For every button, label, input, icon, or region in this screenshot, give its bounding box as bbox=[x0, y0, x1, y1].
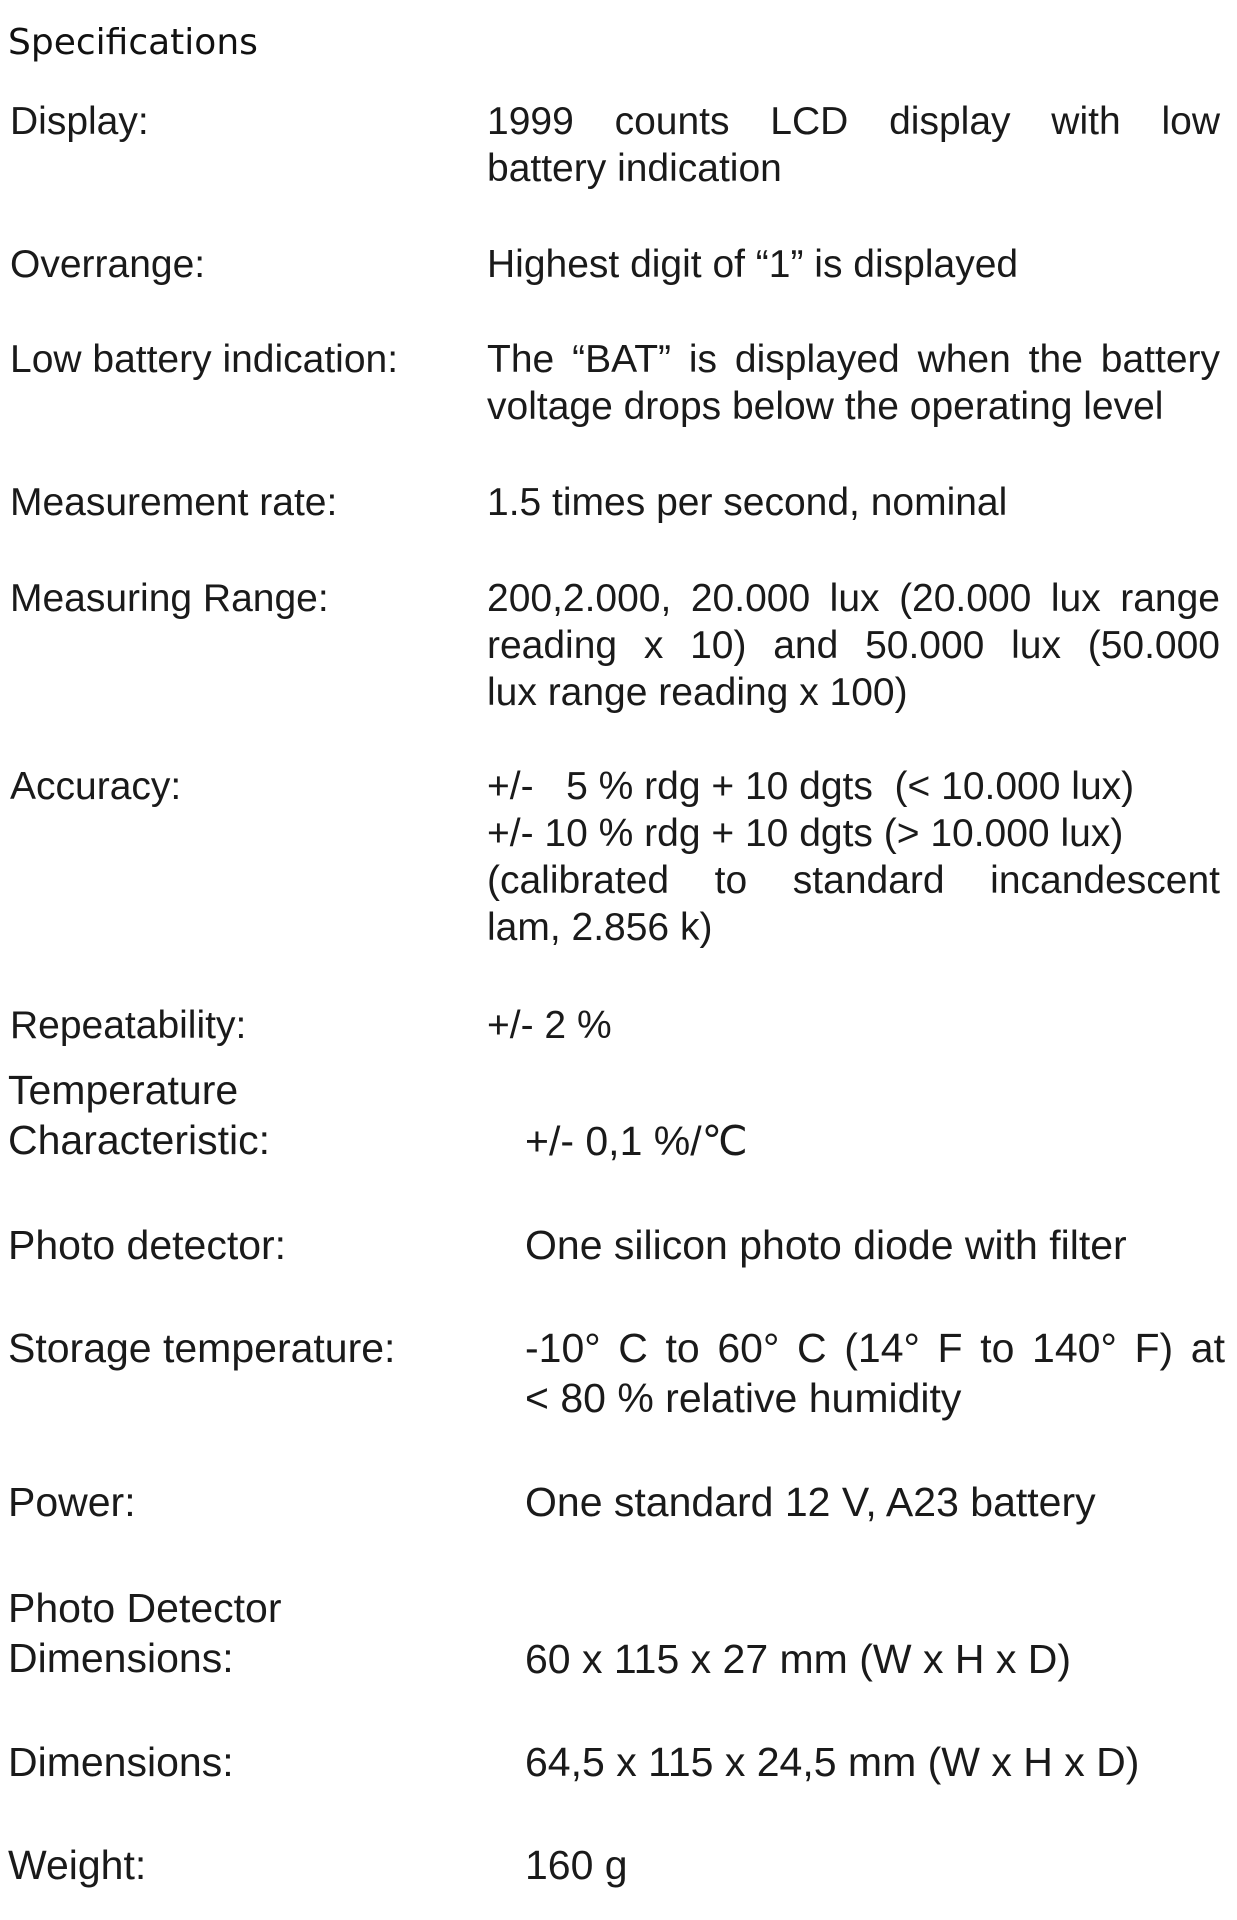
overrange-value: Highest digit of “1” is displayed bbox=[487, 243, 1019, 286]
measurement-rate-value: 1.5 times per second, nominal bbox=[487, 481, 1008, 524]
low-battery-value-line: The “BAT” is displayed when the battery bbox=[487, 338, 1220, 381]
power-value: One standard 12 V, A23 battery bbox=[525, 1479, 1096, 1525]
measuring-range-value-line: reading x 10) and 50.000 lux (50.000 bbox=[487, 624, 1220, 667]
measuring-range-value-line: 200,2.000, 20.000 lux (20.000 lux range bbox=[487, 577, 1220, 620]
display-value-line: 1999 counts LCD display with low bbox=[487, 100, 1220, 143]
photo-detector-label: Photo detector: bbox=[8, 1222, 287, 1268]
dimensions-label: Dimensions: bbox=[8, 1739, 234, 1785]
accuracy-label: Accuracy: bbox=[10, 765, 182, 808]
repeatability-label: Repeatability: bbox=[10, 1004, 247, 1047]
weight-label: Weight: bbox=[8, 1842, 147, 1888]
storage-temperature-label: Storage temperature: bbox=[8, 1325, 396, 1371]
accuracy-value-line: +/- 10 % rdg + 10 dgts (> 10.000 lux) bbox=[487, 812, 1124, 855]
low-battery-value bbox=[487, 336, 1220, 430]
photo-detector-dimensions-value: 60 x 115 x 27 mm (W x H x D) bbox=[525, 1636, 1072, 1682]
dimensions-value: 64,5 x 115 x 24,5 mm (W x H x D) bbox=[525, 1739, 1140, 1785]
temperature-characteristic-value: +/- 0,1 %/℃ bbox=[525, 1118, 748, 1164]
measuring-range-value-line: lux range reading x 100) bbox=[487, 671, 908, 714]
display-value-line: battery indication bbox=[487, 147, 782, 190]
storage-temperature-value bbox=[525, 1323, 1225, 1423]
low-battery-label: Low battery indication: bbox=[10, 338, 399, 381]
storage-temperature-value-line: < 80 % relative humidity bbox=[525, 1375, 962, 1421]
measurement-rate-label: Measurement rate: bbox=[10, 481, 338, 524]
weight-value: 160 g bbox=[525, 1842, 628, 1888]
temperature-characteristic-label bbox=[8, 1065, 270, 1165]
overrange-label: Overrange: bbox=[10, 243, 206, 286]
photo-detector-dimensions-label-line: Dimensions: bbox=[8, 1635, 234, 1681]
accuracy-value-line: +/- 5 % rdg + 10 dgts (< 10.000 lux) bbox=[487, 765, 1135, 808]
accuracy-value-line: lam, 2.856 k) bbox=[487, 906, 713, 949]
temperature-characteristic-label-line: Temperature bbox=[8, 1067, 239, 1113]
page-title: Specifications bbox=[8, 22, 258, 63]
power-label: Power: bbox=[8, 1479, 136, 1525]
repeatability-value: +/- 2 % bbox=[487, 1004, 612, 1047]
accuracy-value bbox=[487, 763, 1220, 951]
temperature-characteristic-label-line: Characteristic: bbox=[8, 1117, 271, 1163]
measuring-range-label: Measuring Range: bbox=[10, 577, 329, 620]
display-label: Display: bbox=[10, 100, 149, 143]
measuring-range-value bbox=[487, 575, 1220, 716]
photo-detector-dimensions-label bbox=[8, 1583, 282, 1683]
storage-temperature-value-line: -10° C to 60° C (14° F to 140° F) at bbox=[525, 1325, 1225, 1371]
display-value bbox=[487, 98, 1220, 192]
low-battery-value-line: voltage drops below the operating level bbox=[487, 385, 1164, 428]
accuracy-value-line: (calibrated to standard incandescent bbox=[487, 859, 1220, 902]
photo-detector-value: One silicon photo diode with filter bbox=[525, 1222, 1127, 1268]
photo-detector-dimensions-label-line: Photo Detector bbox=[8, 1585, 282, 1631]
